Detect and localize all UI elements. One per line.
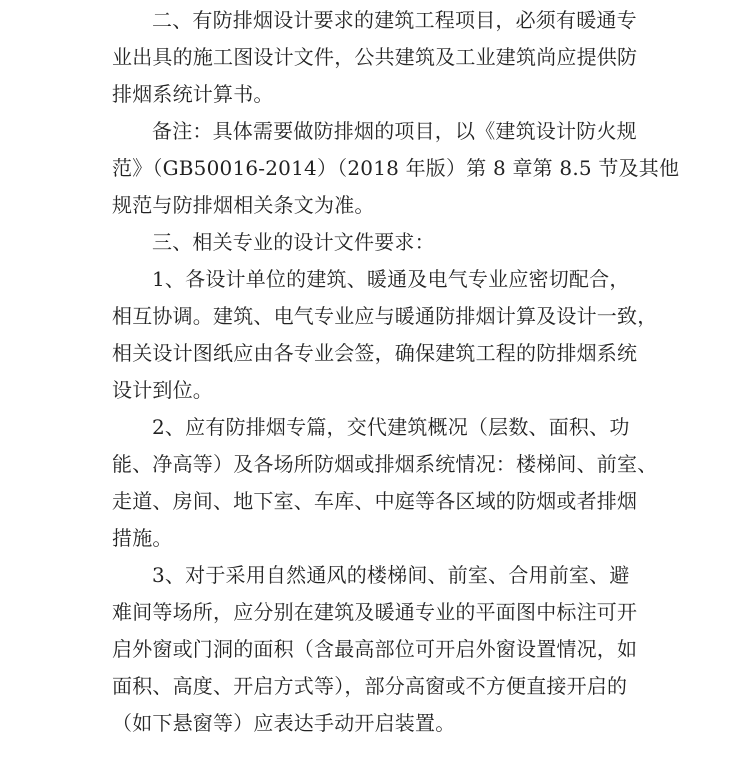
text-line: 相互协调。建筑、电气专业应与暖通防排烟计算及设计一致， — [112, 304, 658, 328]
section-heading: 三、相关专业的设计文件要求： — [152, 230, 435, 254]
text-line: 2、应有防排烟专篇，交代建筑概况（层数、面积、功 — [152, 415, 630, 439]
text-line: 规范与防排烟相关条文为准。 — [112, 193, 375, 217]
text-line: 1、各设计单位的建筑、暖通及电气专业应密切配合， — [152, 267, 630, 291]
text-line: 备注：具体需要做防排烟的项目，以《建筑设计防火规 — [152, 119, 637, 143]
text-line: 业出具的施工图设计文件，公共建筑及工业建筑尚应提供防 — [112, 45, 638, 69]
text-line: （如下悬窗等）应表达手动开启装置。 — [112, 711, 456, 735]
text-line: 相关设计图纸应由各专业会签，确保建筑工程的防排烟系统 — [112, 341, 638, 365]
text-line: 措施。 — [112, 526, 173, 550]
text-line: 启外窗或门洞的面积（含最高部位可开启外窗设置情况，如 — [112, 637, 638, 661]
text-line: 范》（GB50016-2014）（2018 年版）第 8 章第 8.5 节及其他 — [112, 156, 680, 180]
text-line: 面积、高度、开启方式等），部分高窗或不方便直接开启的 — [112, 674, 628, 698]
text-line: 排烟系统计算书。 — [112, 82, 274, 106]
text-line: 设计到位。 — [112, 378, 213, 402]
text-line: 二、有防排烟设计要求的建筑工程项目，必须有暖通专 — [152, 8, 637, 32]
text-line: 3、对于采用自然通风的楼梯间、前室、合用前室、避 — [152, 563, 630, 587]
text-line: 难间等场所，应分别在建筑及暖通专业的平面图中标注可开 — [112, 600, 638, 624]
text-line: 走道、房间、地下室、车库、中庭等各区域的防烟或者排烟 — [112, 489, 638, 513]
text-line: 能、净高等）及各场所防烟或排烟系统情况：楼梯间、前室、 — [112, 452, 658, 476]
